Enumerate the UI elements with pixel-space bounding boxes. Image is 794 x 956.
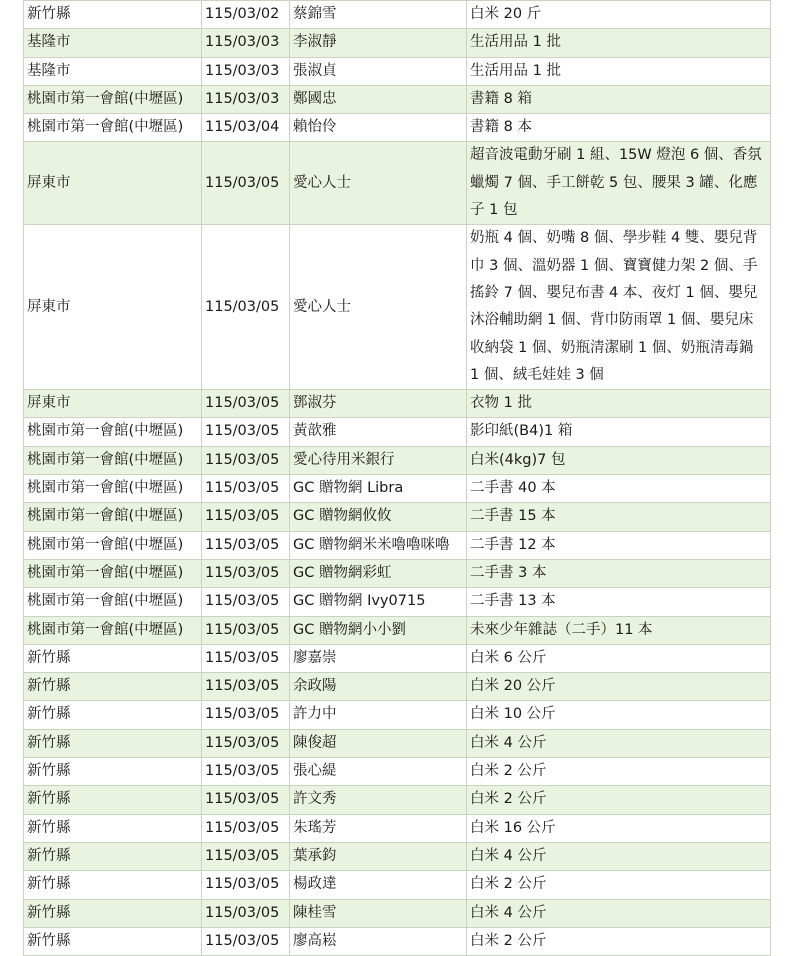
date-cell: 115/03/03 bbox=[202, 85, 290, 113]
donation-rows bbox=[24, 1, 771, 956]
region-cell: 新竹縣 bbox=[24, 701, 202, 729]
table-row bbox=[24, 814, 771, 842]
region-cell: 新竹縣 bbox=[24, 842, 202, 870]
donor-cell: 朱瑤芳 bbox=[290, 814, 467, 842]
table-row bbox=[24, 644, 771, 672]
donor-cell: 葉承鈞 bbox=[290, 842, 467, 870]
date-cell: 115/03/05 bbox=[202, 644, 290, 672]
date-cell: 115/03/04 bbox=[202, 114, 290, 142]
donor-cell: GC 贈物網米米嚕嚕咪嚕 bbox=[290, 531, 467, 559]
table-row bbox=[24, 114, 771, 142]
region-cell: 新竹縣 bbox=[24, 927, 202, 955]
items-cell: 生活用品 1 批 bbox=[467, 29, 771, 57]
region-cell: 桃園市第一會館(中壢區) bbox=[24, 114, 202, 142]
date-cell: 115/03/05 bbox=[202, 446, 290, 474]
items-cell: 白米(4kg)7 包 bbox=[467, 446, 771, 474]
region-cell: 屏東市 bbox=[24, 225, 202, 390]
date-cell: 115/03/05 bbox=[202, 701, 290, 729]
table-row bbox=[24, 142, 771, 225]
date-cell: 115/03/03 bbox=[202, 29, 290, 57]
donor-cell: 鄭國忠 bbox=[290, 85, 467, 113]
region-cell: 基隆市 bbox=[24, 57, 202, 85]
date-cell: 115/03/05 bbox=[202, 899, 290, 927]
table-row bbox=[24, 225, 771, 390]
items-cell: 二手書 12 本 bbox=[467, 531, 771, 559]
items-cell: 白米 4 公斤 bbox=[467, 842, 771, 870]
table-row bbox=[24, 1, 771, 29]
date-cell: 115/03/05 bbox=[202, 786, 290, 814]
table-row bbox=[24, 899, 771, 927]
items-cell: 二手書 13 本 bbox=[467, 588, 771, 616]
items-cell: 白米 2 公斤 bbox=[467, 758, 771, 786]
donor-cell: GC 贈物網攸攸 bbox=[290, 503, 467, 531]
table-row bbox=[24, 616, 771, 644]
donor-cell: 愛心人士 bbox=[290, 225, 467, 390]
table-row bbox=[24, 418, 771, 446]
date-cell: 115/03/05 bbox=[202, 390, 290, 418]
items-cell: 二手書 40 本 bbox=[467, 475, 771, 503]
date-cell: 115/03/05 bbox=[202, 758, 290, 786]
donor-cell: 廖嘉崇 bbox=[290, 644, 467, 672]
donor-cell: 愛心待用米銀行 bbox=[290, 446, 467, 474]
items-cell: 二手書 15 本 bbox=[467, 503, 771, 531]
table-row bbox=[24, 475, 771, 503]
table-row bbox=[24, 57, 771, 85]
date-cell: 115/03/05 bbox=[202, 225, 290, 390]
table-row bbox=[24, 588, 771, 616]
items-cell: 白米 20 公斤 bbox=[467, 673, 771, 701]
date-cell: 115/03/05 bbox=[202, 142, 290, 225]
region-cell: 新竹縣 bbox=[24, 871, 202, 899]
region-cell: 新竹縣 bbox=[24, 786, 202, 814]
items-cell: 白米 2 公斤 bbox=[467, 871, 771, 899]
donor-cell: 廖高崧 bbox=[290, 927, 467, 955]
table-row bbox=[24, 559, 771, 587]
table-row bbox=[24, 871, 771, 899]
items-cell: 衣物 1 批 bbox=[467, 390, 771, 418]
region-cell: 桃園市第一會館(中壢區) bbox=[24, 503, 202, 531]
donor-cell: 許文秀 bbox=[290, 786, 467, 814]
items-cell: 白米 2 公斤 bbox=[467, 786, 771, 814]
donor-cell: 李淑靜 bbox=[290, 29, 467, 57]
region-cell: 新竹縣 bbox=[24, 644, 202, 672]
items-cell: 白米 10 公斤 bbox=[467, 701, 771, 729]
region-cell: 桃園市第一會館(中壢區) bbox=[24, 559, 202, 587]
region-cell: 桃園市第一會館(中壢區) bbox=[24, 85, 202, 113]
items-cell: 影印紙(B4)1 箱 bbox=[467, 418, 771, 446]
date-cell: 115/03/05 bbox=[202, 588, 290, 616]
donor-cell: 賴怡伶 bbox=[290, 114, 467, 142]
region-cell: 基隆市 bbox=[24, 29, 202, 57]
table-row bbox=[24, 85, 771, 113]
donor-cell: 陳桂雪 bbox=[290, 899, 467, 927]
items-cell: 書籍 8 箱 bbox=[467, 85, 771, 113]
region-cell: 桃園市第一會館(中壢區) bbox=[24, 418, 202, 446]
table-row bbox=[24, 503, 771, 531]
region-cell: 新竹縣 bbox=[24, 673, 202, 701]
region-cell: 屏東市 bbox=[24, 142, 202, 225]
donor-cell: GC 贈物網 Libra bbox=[290, 475, 467, 503]
donor-cell: 鄧淑芬 bbox=[290, 390, 467, 418]
date-cell: 115/03/05 bbox=[202, 418, 290, 446]
date-cell: 115/03/05 bbox=[202, 927, 290, 955]
donor-cell: 楊政達 bbox=[290, 871, 467, 899]
region-cell: 新竹縣 bbox=[24, 814, 202, 842]
items-cell: 白米 4 公斤 bbox=[467, 729, 771, 757]
region-cell: 新竹縣 bbox=[24, 758, 202, 786]
table-row bbox=[24, 842, 771, 870]
date-cell: 115/03/05 bbox=[202, 475, 290, 503]
table-row bbox=[24, 927, 771, 955]
table-row bbox=[24, 29, 771, 57]
region-cell: 新竹縣 bbox=[24, 729, 202, 757]
items-cell: 白米 6 公斤 bbox=[467, 644, 771, 672]
date-cell: 115/03/05 bbox=[202, 531, 290, 559]
items-cell: 白米 4 公斤 bbox=[467, 899, 771, 927]
donor-cell: 余政陽 bbox=[290, 673, 467, 701]
donor-cell: 許力中 bbox=[290, 701, 467, 729]
date-cell: 115/03/05 bbox=[202, 616, 290, 644]
items-cell: 書籍 8 本 bbox=[467, 114, 771, 142]
donor-cell: GC 贈物網小小劉 bbox=[290, 616, 467, 644]
region-cell: 新竹縣 bbox=[24, 899, 202, 927]
items-cell: 白米 16 公斤 bbox=[467, 814, 771, 842]
donor-cell: 陳俊超 bbox=[290, 729, 467, 757]
table-row bbox=[24, 673, 771, 701]
items-cell: 生活用品 1 批 bbox=[467, 57, 771, 85]
donor-cell: GC 贈物網彩虹 bbox=[290, 559, 467, 587]
date-cell: 115/03/03 bbox=[202, 57, 290, 85]
items-cell: 白米 2 公斤 bbox=[467, 927, 771, 955]
table-row bbox=[24, 531, 771, 559]
table-row bbox=[24, 786, 771, 814]
table-row bbox=[24, 758, 771, 786]
date-cell: 115/03/05 bbox=[202, 559, 290, 587]
items-cell: 超音波電動牙刷 1 組、15W 燈泡 6 個、香氛蠟燭 7 個、手工餅乾 5 包、腰果 3 罐、化應子 1 包 bbox=[467, 142, 771, 225]
table-row bbox=[24, 729, 771, 757]
date-cell: 115/03/05 bbox=[202, 842, 290, 870]
date-cell: 115/03/05 bbox=[202, 503, 290, 531]
date-cell: 115/03/05 bbox=[202, 729, 290, 757]
table-row bbox=[24, 446, 771, 474]
items-cell: 奶瓶 4 個、奶嘴 8 個、學步鞋 4 雙、嬰兒背巾 3 個、溫奶器 1 個、寶寶健力架 2 個、手搖鈴 7 個、嬰兒布書 4 本、夜灯 1 個、嬰兒沐浴輔助網 1 個、背巾防雨罩 1 個、嬰兒床收納袋 1 個、奶瓶清潔刷 1 個、奶瓶清毒鍋 1 個、絨毛娃娃 3 個 bbox=[467, 225, 771, 390]
region-cell: 新竹縣 bbox=[24, 1, 202, 29]
donor-cell: 蔡錦雪 bbox=[290, 1, 467, 29]
region-cell: 屏東市 bbox=[24, 390, 202, 418]
donor-cell: 愛心人士 bbox=[290, 142, 467, 225]
donor-cell: GC 贈物網 Ivy0715 bbox=[290, 588, 467, 616]
date-cell: 115/03/05 bbox=[202, 871, 290, 899]
date-cell: 115/03/05 bbox=[202, 673, 290, 701]
region-cell: 桃園市第一會館(中壢區) bbox=[24, 446, 202, 474]
table-row bbox=[24, 701, 771, 729]
donor-cell: 張心緹 bbox=[290, 758, 467, 786]
donor-cell: 張淑貞 bbox=[290, 57, 467, 85]
date-cell: 115/03/05 bbox=[202, 814, 290, 842]
items-cell: 白米 20 斤 bbox=[467, 1, 771, 29]
table-row bbox=[24, 390, 771, 418]
items-cell: 二手書 3 本 bbox=[467, 559, 771, 587]
region-cell: 桃園市第一會館(中壢區) bbox=[24, 588, 202, 616]
items-cell: 未來少年雜誌（二手）11 本 bbox=[467, 616, 771, 644]
region-cell: 桃園市第一會館(中壢區) bbox=[24, 531, 202, 559]
donation-table bbox=[23, 0, 771, 956]
region-cell: 桃園市第一會館(中壢區) bbox=[24, 616, 202, 644]
date-cell: 115/03/02 bbox=[202, 1, 290, 29]
donor-cell: 黃歆雅 bbox=[290, 418, 467, 446]
region-cell: 桃園市第一會館(中壢區) bbox=[24, 475, 202, 503]
